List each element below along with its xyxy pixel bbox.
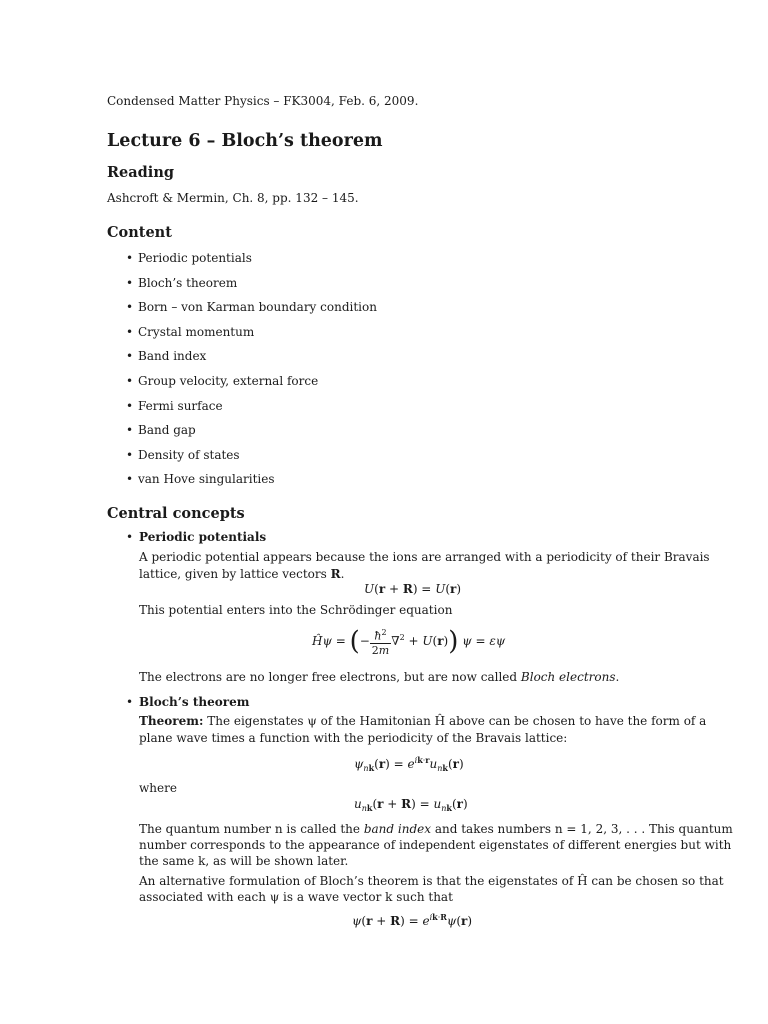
list-item: • Band index (126, 348, 377, 373)
theorem-statement-line2: plane wave times a function with the periodicity of the Bravais lattice: (139, 731, 568, 745)
list-item: • Group velocity, external force (126, 373, 377, 398)
theorem-statement-line1: Theorem: The eigenstates ψ of the Hamitonian Ĥ above can be chosen to have the form of a (139, 714, 707, 728)
list-item: • Fermi surface (126, 398, 377, 423)
list-item: • Periodic potentials (126, 250, 377, 275)
periodic-function-equation: $u_{nk}(r + R) = u_{nk}(r)$ (354, 797, 468, 814)
bullet-icon: • (126, 530, 134, 544)
list-item: • Bloch’s theorem (126, 275, 377, 300)
schrodinger-equation: Ĥψ = (− $\frac{ħ^2}{2m}$ ∇$^2$ + U(r)) ψ = εψ (312, 626, 506, 657)
band-index-line1: The quantum number n is called the band index and takes numbers n = 1, 2, 3, . . . This quantum (139, 822, 733, 836)
schrodinger-intro: This potential enters into the Schrödinger equation (139, 603, 453, 617)
list-item: • Born – von Karman boundary condition (126, 299, 377, 324)
periodic-paragraph-line2: lattice, given by lattice vectors R. (139, 567, 345, 581)
where-text: where (139, 781, 177, 795)
reading-heading: Reading (107, 164, 174, 181)
band-index-line2: number corresponds to the appearance of independent eigenstates of different energies but with (139, 838, 732, 852)
bloch-phase-equation: $\psi(r + R) = e^{ik\cdot R}\psi(r)$ (352, 912, 473, 928)
band-index-line3: the same k, as will be shown later. (139, 854, 349, 868)
blochs-theorem-title: Bloch’s theorem (139, 695, 250, 709)
content-heading: Content (107, 224, 172, 241)
list-item: • Band gap (126, 422, 377, 447)
alternative-formulation-line1: An alternative formulation of Bloch’s theorem is that the eigenstates of Ĥ can be chosen so that (139, 874, 724, 888)
course-header: Condensed Matter Physics – FK3004, Feb. 6, 2009. (107, 94, 419, 108)
list-item: • Crystal momentum (126, 324, 377, 349)
lecture-title: Lecture 6 – Bloch’s theorem (107, 131, 383, 151)
list-item: • Density of states (126, 447, 377, 472)
periodic-paragraph-line1: A periodic potential appears because the ions are arranged with a periodicity of their Bravais (139, 550, 710, 564)
periodic-potentials-title: Periodic potentials (139, 530, 267, 544)
reading-text: Ashcroft & Mermin, Ch. 8, pp. 132 – 145. (107, 191, 359, 205)
bullet-icon: • (126, 695, 134, 709)
list-item: • van Hove singularities (126, 471, 377, 496)
alternative-formulation-line2: associated with each ψ is a wave vector k such that (139, 890, 453, 904)
bloch-electrons-sentence: The electrons are no longer free electrons, but are now called Bloch electrons. (139, 670, 620, 684)
content-list (126, 250, 377, 496)
bloch-wavefunction-equation: $\psi_{nk}(r) = e^{ik\cdot r}u_{nk}(r)$ (354, 755, 464, 774)
central-concepts-heading: Central concepts (107, 505, 245, 522)
periodic-potential-equation: U(r + R) = U(r) (364, 582, 462, 596)
